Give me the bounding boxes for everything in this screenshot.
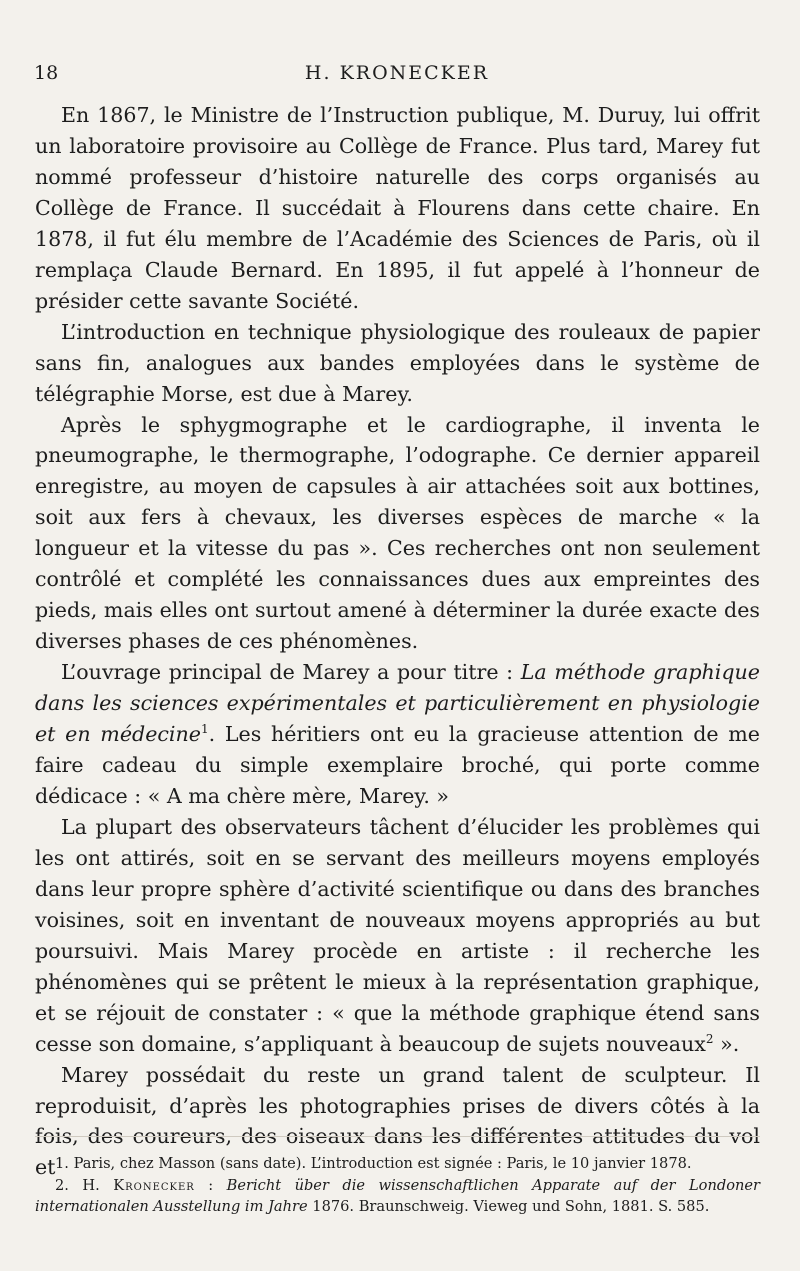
paragraph-1: En 1867, le Ministre de l’Instruction publique, M. Duruy, lui offrit un laboratoire provisoire au Collège de France. Plus tard, Marey fut nommé professeur d’histoire naturelle des corps organisés au Collège de France. Il succédait à Flourens dans cette chaire. En 1878, il fut élu membre de l’Académie des Sciences de Paris, où il remplaça Claude Bernard. En 1895, il fut appelé à l’honneur de présider cette savante Société. [35,103,760,313]
paragraph-6: Marey possédait du reste un grand talent de sculpteur. Il reproduisit, d’après les photographies prises de divers côtés à la fois, des coureurs, des oiseaux dans les différentes attitudes du vol et [35,1062,760,1180]
footnote-2-end: 1876. Braunschweig. Vieweg und Sohn, 1881. S. 585. [307,1198,710,1215]
footnote-1: 1. Paris, chez Masson (sans date). L’introduction est signée : Paris, le 10 janvier 1878. [55,1155,692,1172]
footnote-2-sep: : [194,1176,227,1194]
page-header [34,62,760,92]
footnote-2 [35,1175,760,1218]
footnote-2-title: Bericht über die wissenschaftlichen Apparate auf der Londoner internationalen Ausstellung im Jahre [35,1176,760,1215]
footnotes [35,1153,760,1218]
paragraph-4-end: . Les héritiers ont eu la gracieuse attention de me faire cadeau du simple exemplaire broché, qui porte comme dédicace : « A ma chère mère, Marey. » [35,722,760,808]
paragraph-4-start: L’ouvrage principal de Marey a pour titre : [61,660,521,685]
body-text [35,100,760,1183]
running-head: H. KRONECKER [304,62,490,84]
footnote-2-num: 2. H. [55,1176,114,1194]
book-title: La méthode graphique dans les sciences expérimentales et particulièrement en physiologie et en médecine [35,660,760,747]
footnote-2-author: Kronecker [113,1176,195,1194]
footnote-ref-2[interactable]: 2 [705,1031,714,1046]
paragraph-2: L’introduction en technique physiologique des rouleaux de papier sans fin, analogues aux bandes employées dans le système de télégraphie Morse, est due à Marey. [35,319,760,406]
page-number: 18 [34,62,59,84]
paragraph-5-start: La plupart des observateurs tâchent d’élucider les problèmes qui les ont attirés, soit en se servant des meilleurs moyens employés dans leur propre sphère d’activité scientifique ou dans des branches voisines, soit en inventant de nouveaux moyens appropriés au but poursuivi. Mais Marey procède en artiste : il recherche les phénomènes qui se prêtent le mieux à la représentation graphique, et se réjouit de constater : « que la méthode graphique étend sans cesse son domaine, s’appliquant à beaucoup de sujets nouveaux [35,814,760,1056]
paragraph-3: Après le sphygmographe et le cardiographe, il inventa le pneumographe, le thermographe, l’odographe. Ce dernier appareil enregistre, au moyen de capsules à air attachées soit aux bottines, soit aux fers à chevaux, les diverses espèces de marche « la longueur et la vitesse du pas ». Ces recherches ont non seulement contrôlé et complété les connaissances dues aux empreintes des pieds, mais elles ont surtout amené à déterminer la durée exacte des diverses phases de ces phénomènes. [35,412,760,654]
footnote-ref-1[interactable]: 1 [200,722,209,737]
paragraph-5 [35,812,760,1060]
paragraph-4 [35,657,760,812]
paragraph-5-end: ». [713,1031,740,1056]
footnote-divider [35,1136,760,1137]
